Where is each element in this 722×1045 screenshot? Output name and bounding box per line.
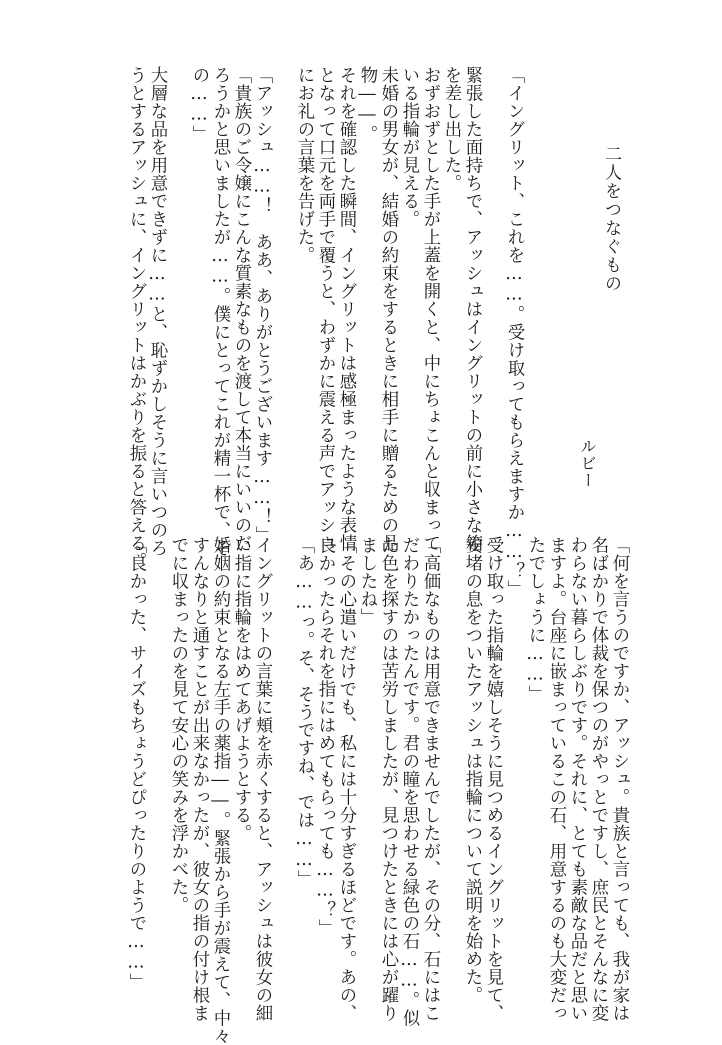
text-line: でに収まったのを見て安心の笑みを浮かべた。 (168, 536, 188, 914)
text-line: 「アッシュ……！ ああ、ありがとうございます……！」 (252, 66, 272, 545)
text-line: 「良かった、サイズもちょうどぴったりのようで……」 (126, 536, 146, 992)
text-line: 安堵の息をついたアッシュは指輪について説明を始めた。 (462, 536, 482, 1004)
text-line: となって口元を両手で覆うと、わずかに震える声でアッシュ (315, 66, 335, 552)
text-line: たでしょうに……」 (525, 536, 545, 704)
text-line: 「あ……っ。そ、そうですね、では……」 (294, 536, 314, 889)
text-line: を差し出した。 (441, 66, 461, 192)
text-line: 大層な品を用意できずに……と、恥ずかしそうに言いつのろ (147, 66, 167, 558)
text-line: 「高価なものは用意できませんでしたが、その分、石にはこ (420, 536, 440, 1022)
text-line: 良かったらそれを指にはめてもらっても……？」 (315, 536, 335, 938)
text-line: 「貴族のご令嬢にこんな質素なものを渡して本当にいいのだ (231, 66, 251, 552)
text-line: うとするアッシュに、イングリットはかぶりを振ると答える。 (126, 66, 146, 570)
text-line: 「何を言うのですか、アッシュ。貴族と言っても、我が家は (609, 536, 629, 1022)
text-line: 受け取った指輪を嬉しそうに見つめるイングリットを見て、 (483, 536, 503, 1022)
text-line: ろうかと思いましたが……。僕にとってこれが精一杯で、そ (210, 66, 230, 558)
text-line: 「イングリット、これを……。受け取ってもらえますか……？」 (504, 66, 524, 599)
text-line: ましたね」 (357, 536, 377, 626)
text-line: い指に指輪をはめてあげようとする。 (231, 536, 251, 842)
text-line: 物――。 (357, 66, 377, 144)
text-line: た色を探すのは苦労しましたが、見つけたときには心が躍り (378, 536, 398, 1022)
text-line: 婚姻の約束となる左手の薬指――。緊張から手が震えて、中々 (210, 536, 230, 1045)
text-line: イングリットの言葉に頬を赤くすると、アッシュは彼女の細 (252, 536, 272, 1022)
text-line: だわりたかったんです。君の瞳を思わせる緑色の石……。似 (399, 536, 419, 1028)
text-line: にお礼の言葉を告げた。 (294, 66, 314, 264)
text-line: の……」 (189, 66, 209, 144)
text-line: ますよ。台座に嵌まっているこの石、用意するのも大変だっ (546, 536, 566, 1022)
text-line: わらない暮らしぶりです。それに、とても素敵な品だと思い (567, 536, 587, 1022)
story-title: 二人をつなぐもの (601, 145, 621, 293)
text-line: すんなりと通すことが出来なかったが、彼女の指の付け根ま (189, 536, 209, 1022)
text-line: おずおずとした手が上蓋を開くと、中にちょこんと収まって (420, 66, 440, 552)
text-line: 緊張した面持ちで、アッシュはイングリットの前に小さな箱 (462, 66, 482, 552)
author-name: ルビー (578, 438, 597, 489)
text-line: いる指輪が見える。 (399, 66, 419, 228)
text-line: 「その心遣いだけでも、私には十分すぎるほどです。あの、 (336, 536, 356, 1022)
text-line: 未婚の男女が、結婚の約束をするときに相手に贈るための品 (378, 66, 398, 552)
text-line: それを確認した瞬間、イングリットは感極まったような表情 (336, 66, 356, 552)
text-line: 名ばかりで体裁を保つのがやっとですし、庶民とそんなに変 (588, 536, 608, 1022)
